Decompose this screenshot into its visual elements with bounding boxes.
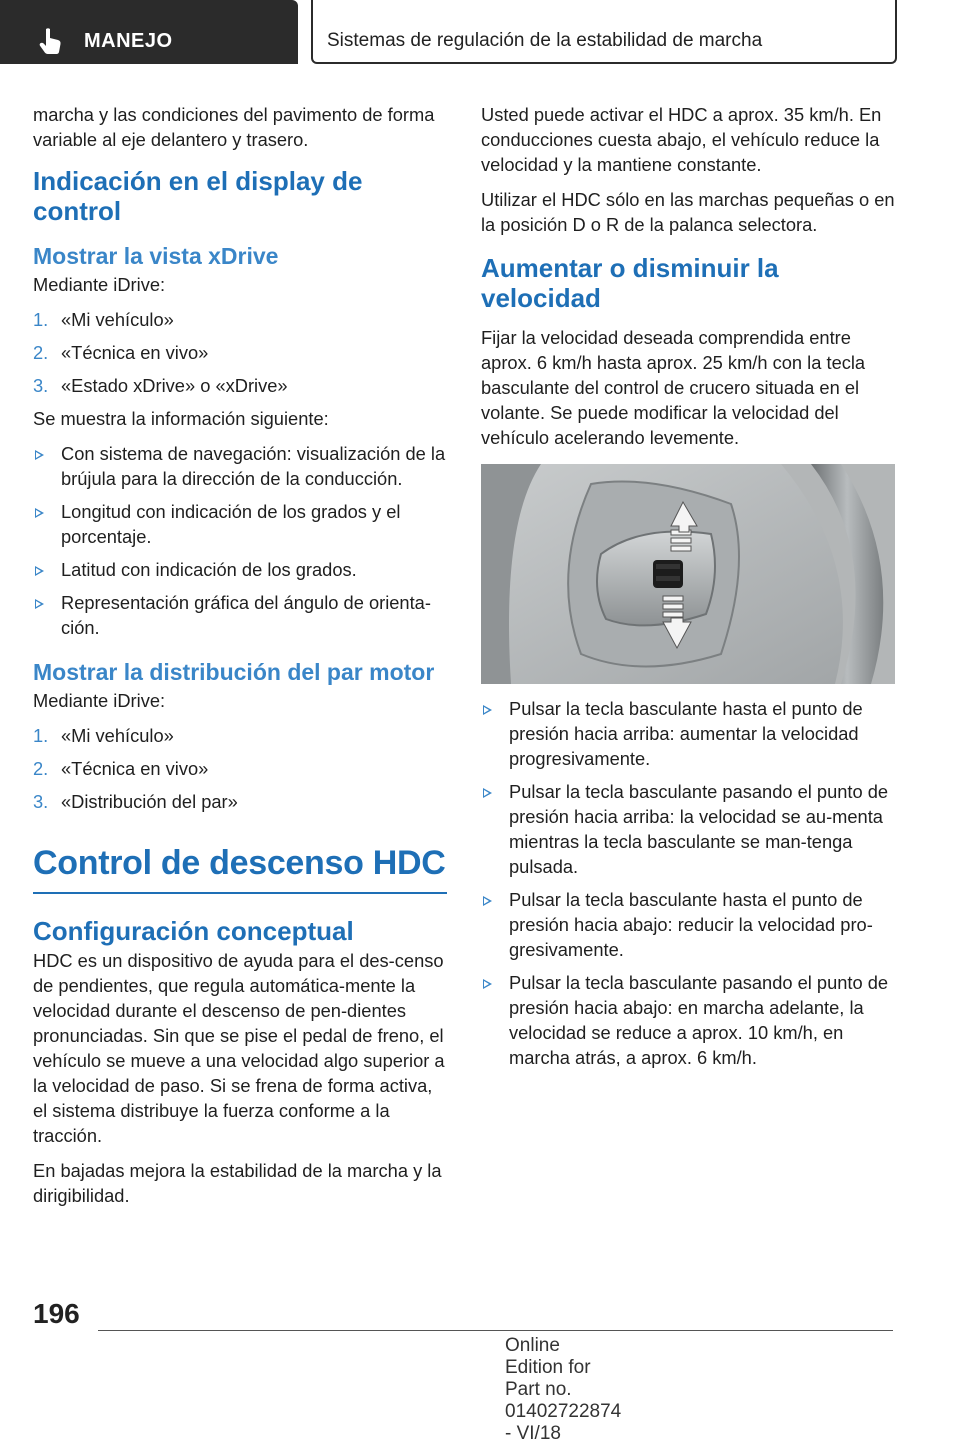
step-text: «Mi vehículo»	[61, 309, 174, 330]
item-text: Pulsar la tecla basculante hasta el punto de presión hacia arriba: aumentar la velocidad progresivamente.	[509, 698, 863, 769]
speed-actions-list	[481, 696, 895, 1070]
list-item	[481, 970, 895, 1070]
step-number: 1.	[33, 309, 49, 330]
heading-concept: Configuración conceptual	[33, 916, 354, 946]
step-number: 2.	[33, 758, 49, 779]
hand-pointer-icon	[38, 27, 64, 55]
steps-list-1	[33, 307, 447, 398]
info-intro: Se muestra la información siguiente:	[33, 408, 329, 429]
triangle-bullet-icon	[35, 566, 44, 576]
step-number: 2.	[33, 342, 49, 363]
list-item	[481, 696, 895, 771]
list-item	[33, 557, 447, 582]
list-item	[33, 340, 447, 365]
page-header	[0, 0, 960, 66]
footer-divider	[98, 1330, 893, 1331]
list-item	[481, 779, 895, 879]
step-number: 3.	[33, 375, 49, 396]
idrive-label-1: Mediante iDrive:	[33, 274, 166, 295]
item-text: Longitud con indicación de los grados y el porcentaje.	[61, 501, 401, 547]
triangle-bullet-icon	[483, 896, 492, 906]
triangle-bullet-icon	[483, 705, 492, 715]
list-item	[33, 499, 447, 549]
heading-xdrive: Mostrar la vista xDrive	[33, 243, 279, 269]
triangle-bullet-icon	[483, 788, 492, 798]
step-number: 1.	[33, 725, 49, 746]
edition-note: Online Edition for Part no. 01402722874 - VI/18	[505, 1335, 622, 1444]
steering-wheel-rocker-switch-image	[481, 464, 895, 684]
heading-speed: Aumentar o disminuir la velocidad	[481, 253, 779, 313]
triangle-bullet-icon	[483, 979, 492, 989]
item-text: Pulsar la tecla basculante pasando el punto de presión hacia arriba: la velocidad se au-menta mientras la tecla basculante se man-tenga pulsada.	[509, 781, 889, 877]
triangle-bullet-icon	[35, 508, 44, 518]
chapter-label: MANEJO	[84, 30, 173, 52]
step-text: «Mi vehículo»	[61, 725, 174, 746]
item-text: Pulsar la tecla basculante pasando el punto de presión hacia abajo: en marcha adelante, la velocidad se reduce a aprox. 10 km/h, en marcha atrás, a aprox. 6 km/h.	[509, 972, 889, 1068]
step-number: 3.	[33, 791, 49, 812]
list-item	[33, 756, 447, 781]
item-text: Con sistema de navegación: visualización de la brújula para la dirección de la conducción.	[61, 443, 446, 489]
list-item	[33, 441, 447, 491]
concept-paragraph-1: HDC es un dispositivo de ayuda para el des-censo de pendientes, que regula automática-mente la velocidad durante el descenso de pen-dientes pronunciadas. Sin que se pise el pedal de freno, el vehículo se mueve a una velocidad algo superior a la velocidad de paso. Si se frena de forma activa, el sistema distribuye la fuerza conforme a la tracción.	[33, 950, 445, 1146]
section-title: Sistemas de regulación de la estabilidad de marcha	[327, 30, 763, 51]
idrive-label-2: Mediante iDrive:	[33, 690, 166, 711]
right-column	[481, 102, 895, 1080]
step-text: «Estado xDrive» o «xDrive»	[61, 375, 288, 396]
left-column	[33, 102, 447, 1218]
list-item	[481, 887, 895, 962]
step-text: «Distribución del par»	[61, 791, 238, 812]
item-text: Representación gráfica del ángulo de orienta-ción.	[61, 592, 431, 638]
item-text: Latitud con indicación de los grados.	[61, 559, 357, 580]
list-item	[33, 723, 447, 748]
steps-list-2	[33, 723, 447, 814]
intro-paragraph: marcha y las condiciones del pavimento de forma variable al eje delantero y trasero.	[33, 104, 435, 150]
heading-torque: Mostrar la distribución del par motor	[33, 659, 435, 685]
chapter-tab	[0, 0, 298, 64]
step-text: «Técnica en vivo»	[61, 758, 209, 779]
item-text: Pulsar la tecla basculante hasta el punto de presión hacia abajo: reducir la velocidad pro-gresivamente.	[509, 889, 873, 960]
chapter-divider	[33, 892, 447, 894]
triangle-bullet-icon	[35, 450, 44, 460]
hdc-gear-paragraph: Utilizar el HDC sólo en las marchas pequeñas o en la posición D o R de la palanca selectora.	[481, 189, 895, 235]
info-list	[33, 441, 447, 640]
concept-paragraph-2: En bajadas mejora la estabilidad de la marcha y la dirigibilidad.	[33, 1160, 442, 1206]
section-tab	[311, 0, 897, 64]
speed-paragraph: Fijar la velocidad deseada comprendida entre aprox. 6 km/h hasta aprox. 25 km/h con la tecla basculante del control de crucero situada en el volante. Se puede modificar la velocidad del vehículo acelerando levemente.	[481, 327, 866, 448]
chapter-heading: Control de descenso HDC	[33, 844, 446, 882]
list-item	[33, 307, 447, 332]
list-item	[33, 789, 447, 814]
triangle-bullet-icon	[35, 599, 44, 609]
list-item	[33, 373, 447, 398]
hdc-activation-paragraph: Usted puede activar el HDC a aprox. 35 km/h. En conducciones cuesta abajo, el vehículo reduce la velocidad y la mantiene constante.	[481, 104, 882, 175]
step-text: «Técnica en vivo»	[61, 342, 209, 363]
heading-display: Indicación en el display de control	[33, 166, 363, 226]
page-number: 196	[33, 1298, 80, 1329]
list-item	[33, 590, 447, 640]
